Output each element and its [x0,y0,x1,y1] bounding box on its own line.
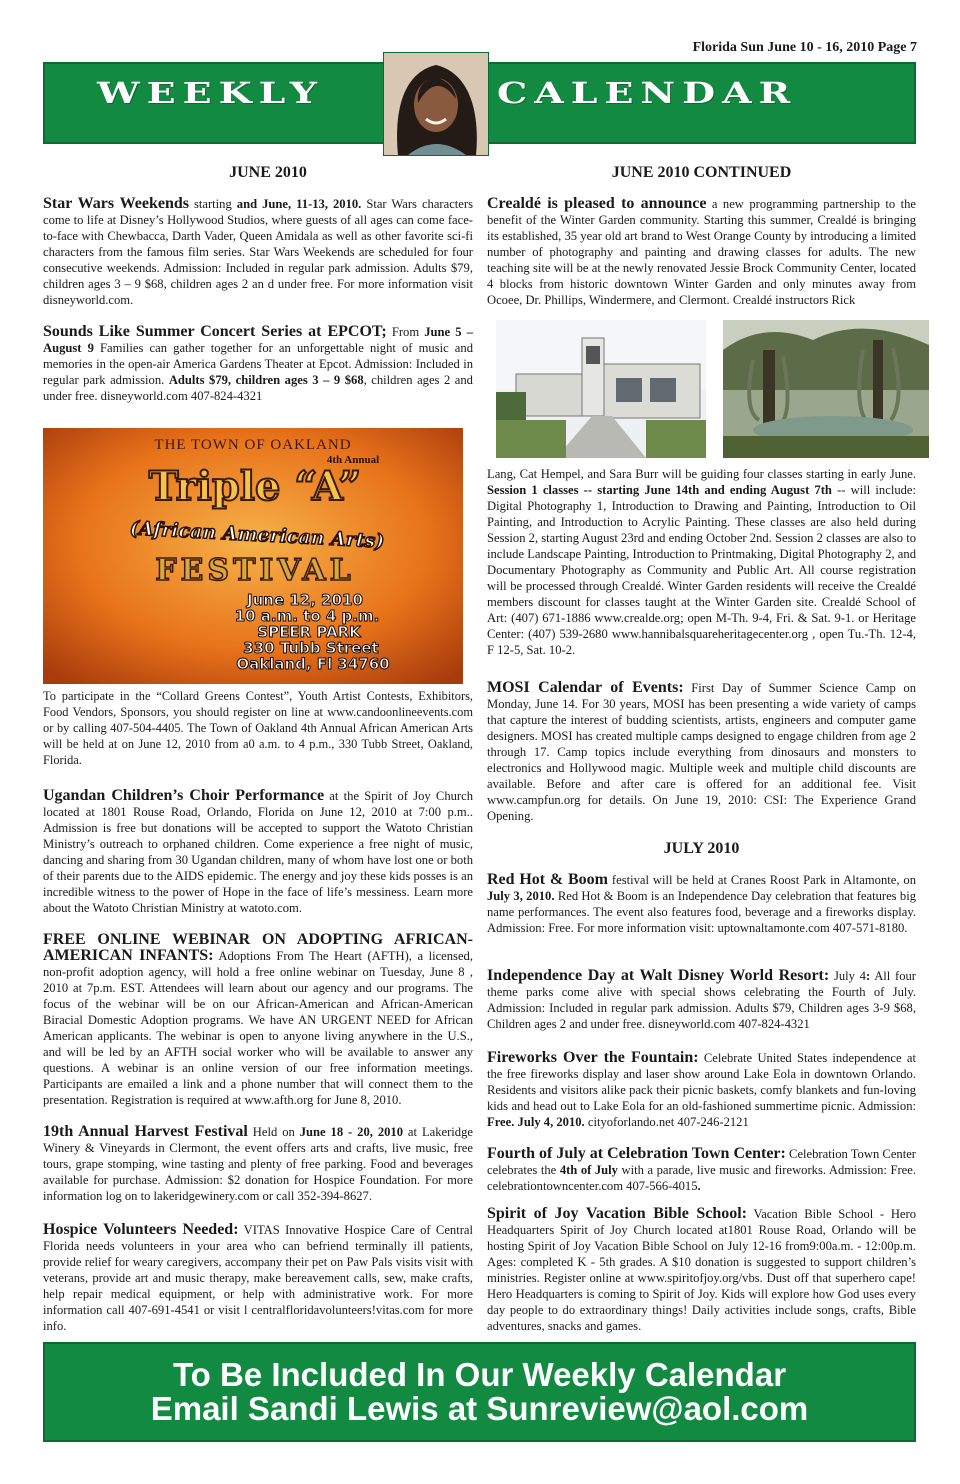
event-independence-day: Independence Day at Walt Disney World Resort: July 4: All four theme parks come alive with special shows celebrating the Fourth of July. Admission: Included in regular park admission. Adults $79, Children ages 3-9 $68, Children ages 2 and under free. disneyworld.com 407-824-4321 [487,967,917,1031]
event-crealde-continued: Lang, Cat Hempel, and Sara Burr will be guiding four classes starting in early June. Session 1 classes -- starting June 14th and ending August 7th -- will include: Digital Photography 1, Introduction to Drawing and Painting, Introduction to Oil Painting, and Introduction to Acrylic Painting. These classes are also held during Session 2, starting August 23rd and ending October 2nd. Session 2 classes are also to include Landscape Painting, Introduction to Printmaking, Digital Photography 2, and Documentary Photography as Community and Public Art. All course registration will be processed through Crealdé. Winter Garden residents will receive the Crealdé members discount for classes taught at the Winter Garden site. Crealdé School of Art: (407) 671-1886 www.crealde.org; open M-Th. 9-4, Fri. & Sat. 9-1. or Heritage Center: (407) 539-2680 www.hannibalsquareheritagecenter.org , open Tu.-Th. 12-4, F 12-5, Sat. 10-2. [487,467,916,657]
footer-line-1: To Be Included In Our Weekly Calendar [172,1356,787,1393]
banner-word-calendar: CALENDAR [497,76,798,110]
left-column-heading: JUNE 2010 [229,164,307,181]
flyer-date: June 12, 2010 [247,591,363,609]
flyer-time: 10 a.m. to 4 p.m. [234,607,380,625]
oak-tree-painting-photo [723,320,929,458]
flyer-triple-a: Triple “A” [148,463,362,510]
event-title: Crealdé is pleased to announce [487,195,707,212]
event-title: MOSI Calendar of Events: [487,679,684,696]
event-fireworks-fountain: Fireworks Over the Fountain: Celebrate United States independence at the free fireworks display and laser show around Lake Eola in downtown Orlando. Residents and visitors alike pack their picnic baskets, comfy blankets and fun-loving kids and head out to Lake Eola for an old-fashioned summertime picnic. Admission: Free. July 4, 2010. cityoforlando.net 407-246-2121 [487,1049,916,1129]
event-red-hot-boom: Red Hot & Boom festival will be held at Cranes Roost Park in Altamonte, on July 3, 2010. Red Hot & Boom is an Independence Day celebration that features big name performances. The event also features food, beverage and a fireworks display. Admission: Free. For more information visit: uptownaltamonte.com 407-571-8180. [487,871,916,935]
event-title: Fireworks Over the Fountain: [487,1049,699,1066]
flyer-city: Oakland, Fl 34760 [236,655,390,673]
flyer-park: SPEER PARK [257,623,361,641]
event-crealde: Crealdé is pleased to announce a new programming partnership to the benefit of the Winter Garden community. Starting this summer, Crealdé is bringing its established, 35 year old art brand to West Orange County by introducing a limited number of photography and painting and drawing classes for adults. The new teaching site will be at the newly renovated Jessie Brock Community Center, located 4 blocks from historic downtown Winter Garden and only minutes away from Ocoee, Dr. Phillips, Windermere, and Clermont. Crealdé instructors Rick [487,195,916,307]
event-title: Spirit of Joy Vacation Bible School: [487,1205,748,1222]
right-column-heading: JUNE 2010 CONTINUED [611,164,792,181]
event-collard-greens: To participate in the “Collard Greens Contest”, Youth Artist Contests, Exhibitors, Food Vendors, Sponsors, you should register on line at www.candoonlineevents.com or by calling 407-504-4405. The Town of Oakland 4th Annual African American Arts will be held at on June 12, 2010 from a0 a.m. to 4 p.m., 330 Tubb Street, Oakland, Florida. [43,689,473,767]
event-title: Fourth of July at Celebration Town Center: [487,1145,786,1162]
event-epcot-concert: Sounds Like Summer Concert Series at EPCOT; From June 5 – August 9 Families can gather together for an unforgettable night of music and memories in the open-air America Gardens Theater at Epcot. Admission: Included in regular park admission. Adults $79, children ages 3 – 9 $68, children ages 2 and under free. disneyworld.com 407-824-4321 [43,323,473,403]
event-title: Ugandan Children’s Choir Performance [43,787,325,804]
event-title: 19th Annual Harvest Festival [43,1123,248,1140]
columnist-portrait [383,52,489,156]
event-vacation-bible-school: Spirit of Joy Vacation Bible School: Vacation Bible School - Hero Headquarters Spirit of Joy Church located at1801 Rouse Road, Orlando will be hosting Spirit of Joy Vacation Bible School on July 12-16 from9:00a.m. - 12:00p.m. Ages: completed K - 5th grades. A $10 donation is suggested to support children’s ministries. Register online at www.spiritofjoy.org/vbs. Dust off that superhero cape! Hero Headquarters is coming to Spirit of Joy. Kids will explore how God uses every day people to do extraordinary things! Daily activities include songs, crafts, Bible adventures, snacks and games. [487,1205,916,1333]
event-ugandan-choir: Ugandan Children’s Choir Performance at the Spirit of Joy Church located at 1801 Rouse Road, Orlando, Florida on June 12, 2010 at 7:00 p.m.. Admission is free but donations will be accepted to support the Watoto Christian Ministry’s outreach to orphaned children. Come experience a free night of music, dancing and sharing from 30 Ugandan children, many of whom have lost one or both of their parents due to the AIDS epidemic. The energy and joy these kids posses is an incredible witness to the power of Hope in the face of life’s messiness. Learn more about the Watoto Christian Ministry at watoto.com. [43,787,474,915]
event-hospice-volunteers: Hospice Volunteers Needed: VITAS Innovative Hospice Care of Central Florida needs volunteers in your area who can befriend terminally ill patients, provide relief for weary caregivers, accompany their pet on Paw Pals visits visit with veterans, provide art and music therapy, make bereavement calls, sew, make crafts, help repair medical equipment, or help with administrative work. For more information call 407-691-4541 or visit l centralfloridavolunteers!vitas.com for more info. [43,1221,473,1333]
flyer-street: 330 Tubb Street [243,639,379,657]
page-line: Florida Sun June 10 - 16, 2010 Page 7 [692,40,917,55]
banner-word-weekly: WEEKLY [97,76,325,110]
event-title: Sounds Like Summer Concert Series at EPCOT; [43,323,387,340]
event-title: Hospice Volunteers Needed: [43,1221,239,1238]
july-heading: JULY 2010 [663,840,740,857]
event-adoption-webinar: FREE ONLINE WEBINAR ON ADOPTING AFRICAN-AMERICAN INFANTS: Adoptions From The Heart (AFTH), a licensed, non-profit adoption agency, will hold a free online webinar on Tuesday, June 8 , 2010 at 7p.m. EST. Attendees will learn about our agency and our programs. The focus of the webinar will be on our African-American and African-American Biracial Domestic Adoption programs. We have AN URGENT NEED for African American applicants. The webinar is open to anyone living anywhere in the U.S., and will be led by an AFTH social worker who will be available to answer any questions. A webinar is an online version of our free information meetings. Participants are emailed a link and a phone number that will connect them to the presentation. Registration is required at www.afth.org for June 8, 2010. [43,931,473,1107]
footer-email-line: Email Sandi Lewis at Sunreview@aol.com [150,1390,809,1427]
flyer-annual: 4th Annual [326,454,380,466]
flyer-festival: FESTIVAL [155,553,355,588]
event-title: FREE ONLINE WEBINAR ON ADOPTING AFRICAN-AMERICAN INFANTS: [43,931,473,964]
event-title: Red Hot & Boom [487,871,608,888]
event-star-wars: Star Wars Weekends starting and June, 11-13, 2010. Star Wars characters come to life at Disney’s Hollywood Studios, where guests of all ages can come face-to-face with Chewbacca, Darth Vader, Queen Amidala as well as other favorite sci-fi characters from the famous film series. Star Wars Weekends are scheduled for four consecutive weekends. Admission: Included in regular park admission. Adults $79, children ages 3 – 9 $68, children ages 2 an d under free. For more information visit disneyworld.com. [43,195,473,307]
event-title: Star Wars Weekends [43,195,189,212]
submission-footer-banner [43,1342,916,1442]
flyer-african-american-arts: (African American Arts) [129,517,385,553]
event-title: Independence Day at Walt Disney World Resort: [487,967,830,984]
event-mosi: MOSI Calendar of Events: First Day of Summer Science Camp on Monday, June 14. For 30 years, MOSI has been presenting a wide variety of camps that capture the interest of budding scientists, artists, engineers and computer game designers. MOSI has created multiple camps designed to engage children from age 2 through 17. Camp topics include everything from dinosaurs and monsters to electronics and Hollywood magic. Multiple week and multiple child discounts are available. Before and after care is offered for an additional fee. Visit www.campfun.org for details. On June 19, 2010: CSI: The Experience Grand Opening. [487,679,917,823]
flyer-town: THE TOWN OF OAKLAND [154,437,352,453]
triple-a-festival-flyer [43,428,463,684]
event-celebration-town: Fourth of July at Celebration Town Center: Celebration Town Center celebrates the 4th of July with a parade, live music and fireworks. Admission: Free. celebrationtowncenter.com 407-566-4015. [487,1145,916,1193]
event-harvest-festival: 19th Annual Harvest Festival Held on June 18 - 20, 2010 at Lakeridge Winery & Vineyards in Clermont, the event offers arts and crafts, live music, free tours, grape stomping, wine tasting and plenty of free parking. Food and beverages available for purchase. Admission: $2 donation for Hospice Foundation. For more information log on to lakeridgewinery.com or call 352-394-8627. [43,1123,473,1203]
community-center-photo [496,320,706,458]
